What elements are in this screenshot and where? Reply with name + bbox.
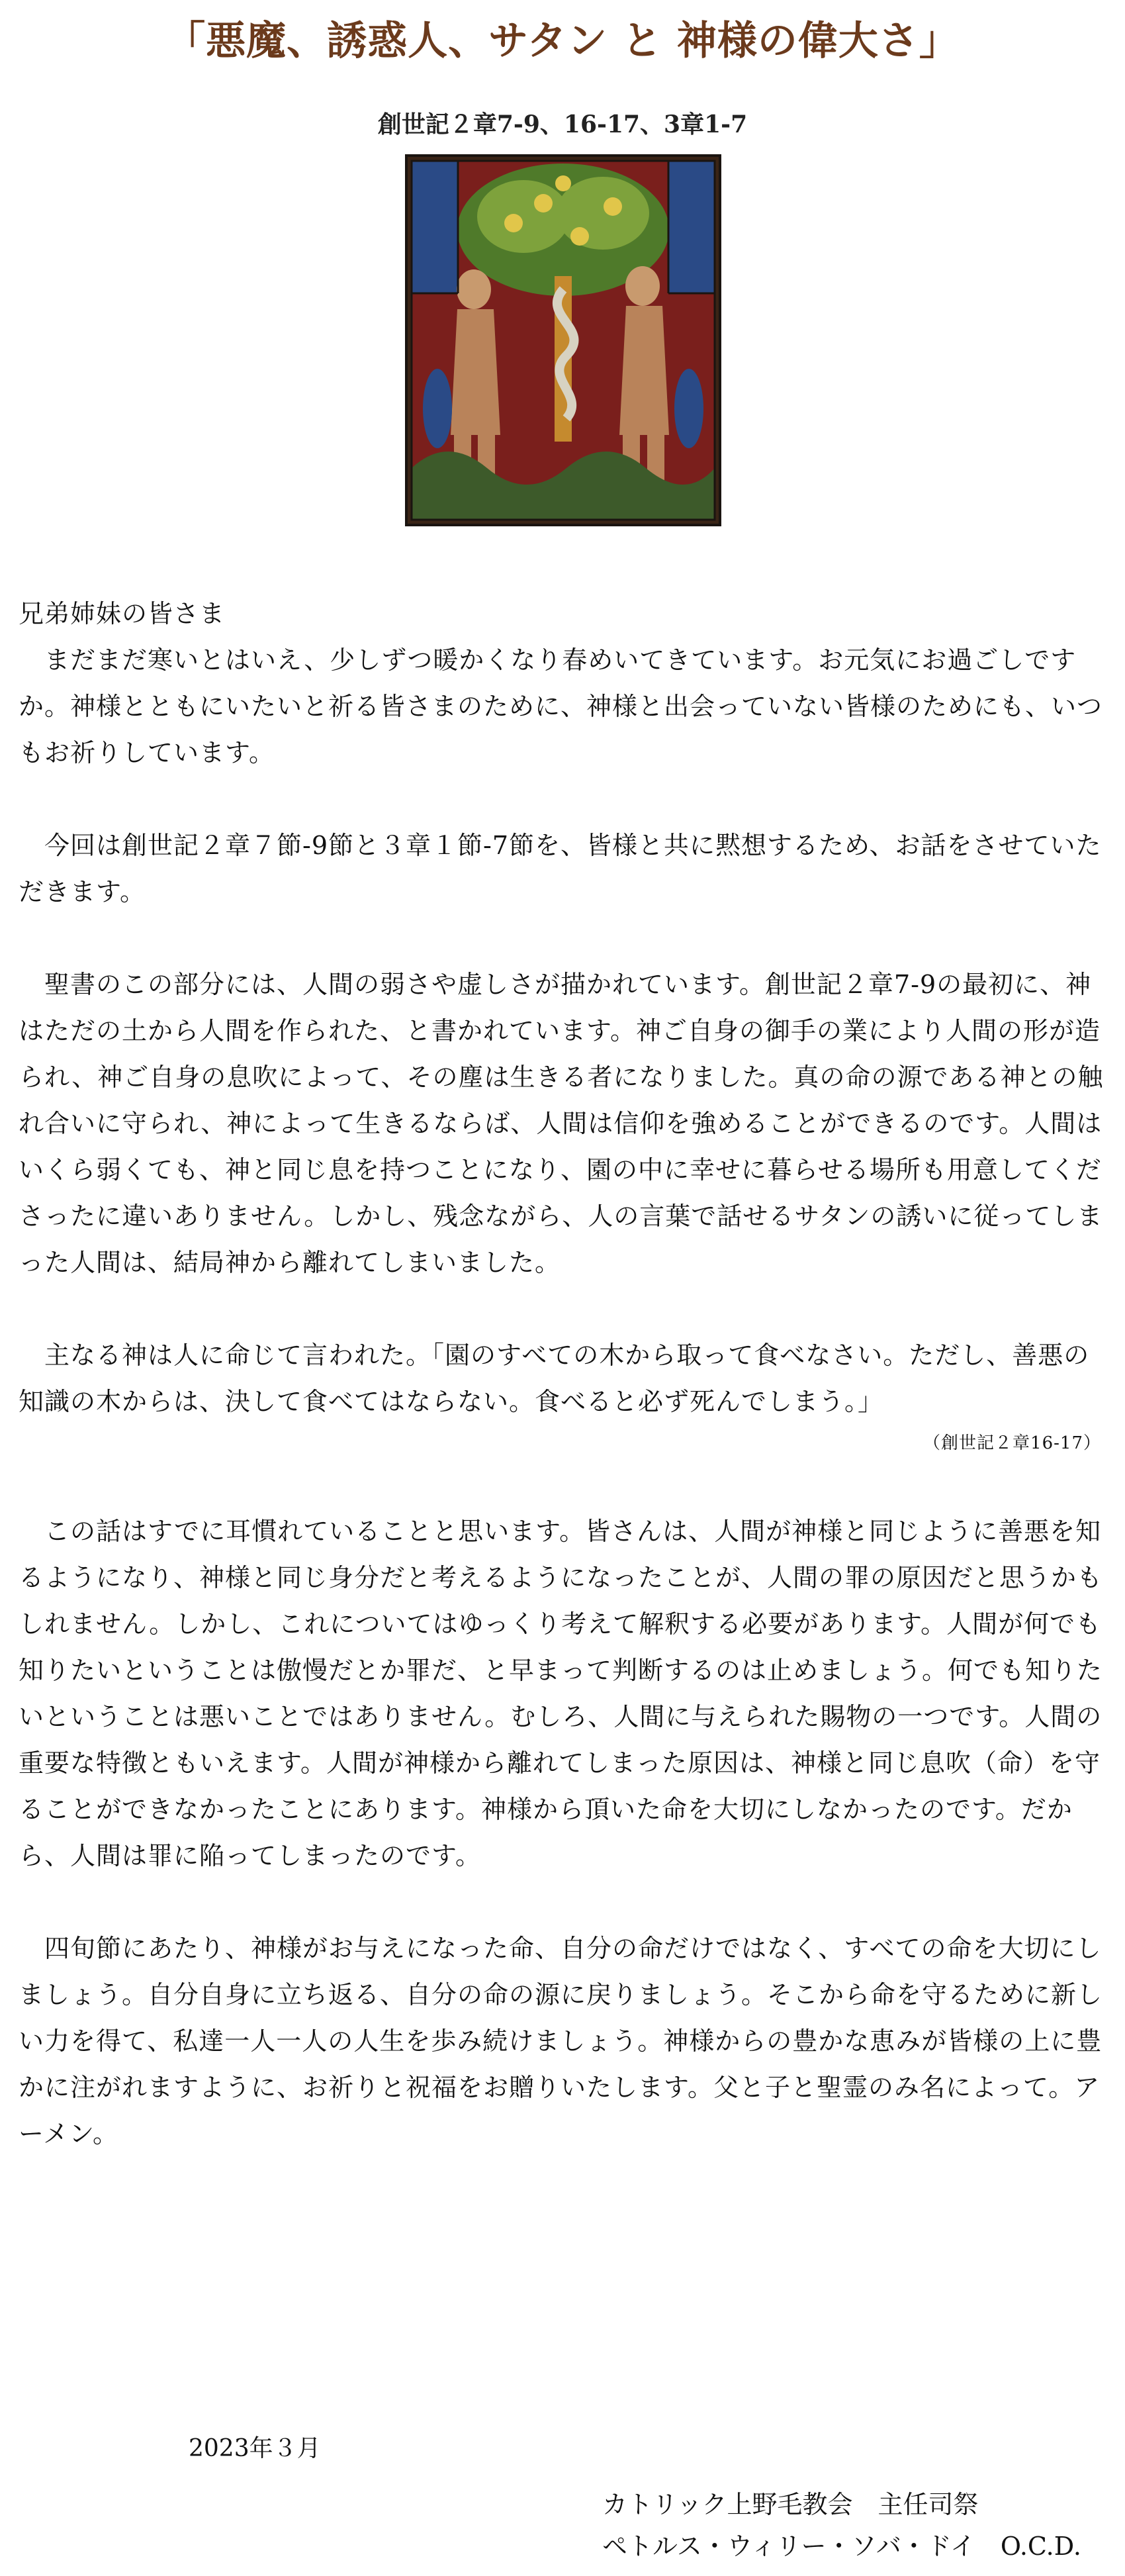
scripture-reference: 創世記２章7-9、16-17、3章1-7 (377, 111, 748, 138)
stained-glass-adam-eve-icon (408, 157, 719, 524)
signature-priest: ペトルス・ウィリー・ソバ・ドイ O.C.D. (602, 2532, 1081, 2561)
paragraph-interpretation: この話はすでに耳慣れていることと思います。皆さんは、人間が神様と同じように善悪を知るようになり、神様と同じ身分だと考えるようになったことが、人間の罪の原因だと思うかもしれません。しかし、これについてはゆっくり考えて解釈する必要があります。人間が何でも知りたいということは傲慢だとか罪だ、と早まって判断するのは止めましょう。何でも知りたいということは悪いことではありません。むしろ、人間に与えられた賜物の一つです。人間の重要な特徴ともいえます。人間が神様から離れてしまった原因は、神様と同じ息吹（命）を守ることができなかったことにあります。神様から頂いた命を大切にしなかったのです。だから、人間は罪に陥ってしまったのです。 (19, 1517, 1103, 1870)
scripture-citation: （創世記２章16-17） (923, 1433, 1101, 1453)
paragraph-lent: 四旬節にあたり、神様がお与えになった命、自分の命だけではなく、すべての命を大切にしましょう。自分自身に立ち返る、自分の命の源に戻りましょう。そこから命を守るために新しい力を得て、私達一人一人の人生を歩み続けましょう。神様からの豊かな恵みが皆様の上に豊かに注がれますように、お祈りと祝福をお贈りいたします。父と子と聖霊のみ名によって。アーメン。 (19, 1934, 1103, 2148)
paragraph-quote: 主なる神は人に命じて言われた。「園のすべての木から取って食べなさい。ただし、善悪の知識の木からは、決して食べてはならない。食べると必ず死んでしまう。」 (19, 1341, 1090, 1416)
page-title: 「悪魔、誘惑人、サタン と 神様の偉大さ」 (165, 18, 960, 64)
letter-date: 2023年３月 (189, 2435, 321, 2462)
letter-body (19, 591, 1110, 2157)
paragraph-purpose: 今回は創世記２章７節-9節と３章１節-7節を、皆様と共に黙想するため、お話をさせていただきます。 (19, 831, 1102, 906)
paragraph-intro: まだまだ寒いとはいえ、少しずつ暖かくなり春めいてきています。お元気にお過ごしですか。神様とともにいたいと祈る皆さまのために、神様と出会っていない皆様のためにも、いつもお祈りしています。 (19, 645, 1103, 767)
signature-church: カトリック上野毛教会 主任司祭 (602, 2490, 979, 2519)
paragraph-human-weakness: 聖書のこの部分には、人間の弱さや虚しさが描かれています。創世記２章7-9の最初に、神はただの土から人間を作られた、と書かれています。神ご自身の御手の業により人間の形が造られ、神ご自身の息吹によって、その塵は生きる者になりました。真の命の源である神との触れ合いに守られ、神によって生きるならば、人間は信仰を強めることができるのです。人間はいくら弱くても、神と同じ息を持つことになり、園の中に幸せに暮らせる場所も用意してくださったに違いありません。しかし、残念ながら、人の言葉で話せるサタンの誘いに従ってしまった人間は、結局神から離れてしまいました。 (19, 970, 1104, 1277)
stained-glass-image (405, 154, 721, 526)
greeting: 兄弟姉妹の皆さま (19, 599, 226, 628)
